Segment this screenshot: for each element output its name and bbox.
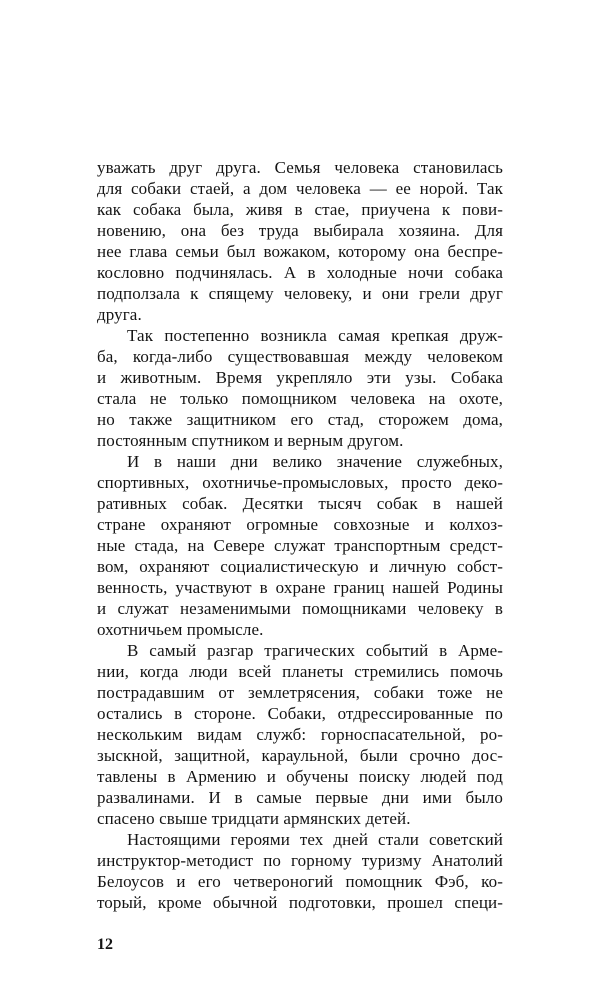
text-line: для собаки стаей, а дом человека — ее норой. Так: [97, 179, 503, 198]
text-line: как собака была, живя в стае, приучена к пови-: [97, 200, 503, 219]
text-line: спортивных, охотничье-промысловых, просто деко-: [97, 473, 503, 492]
page-number: 12: [97, 936, 113, 953]
text-line: подползала к спящему человеку, и они грели друг: [97, 284, 503, 303]
paragraph-start-line: И в наши дни велико значение служебных,: [127, 452, 503, 471]
text-line: и служат незаменимыми помощниками человеку в: [97, 599, 503, 618]
paragraph-start-line: В самый разгар трагических событий в Арме-: [127, 641, 503, 660]
text-line: спасено свыше тридцати армянских детей.: [97, 809, 411, 828]
text-line: вом, охраняют социалистическую и личную собст-: [97, 557, 503, 576]
text-line: развалинами. И в самые первые дни ими было: [97, 788, 503, 807]
text-line: новению, она без труда выбирала хозяина. Для: [97, 221, 503, 240]
paragraph-start-line: Настоящими героями тех дней стали советский: [127, 830, 503, 849]
text-line: нескольким видам служб: горноспасательной, ро-: [97, 725, 503, 744]
text-line: и животным. Время укрепляло эти узы. Собака: [97, 368, 503, 387]
text-line: стала не только помощником человека на охоте,: [97, 389, 503, 408]
text-line: нее глава семьи был вожаком, которому она беспре-: [97, 242, 503, 261]
text-line: остались в стороне. Собаки, отдрессированные по: [97, 704, 503, 723]
text-line: зыскной, защитной, караульной, были срочно дос-: [97, 746, 503, 765]
text-line: торый, кроме обычной подготовки, прошел специ-: [97, 893, 503, 912]
text-line: друга.: [97, 305, 142, 324]
text-line: ративных собак. Десятки тысяч собак в нашей: [97, 494, 503, 513]
text-line: кословно подчинялась. А в холодные ночи собака: [97, 263, 503, 282]
text-line: уважать друг друга. Семья человека становилась: [97, 158, 503, 177]
text-line: тавлены в Армению и обучены поиску людей под: [97, 767, 503, 786]
text-line: ные стада, на Севере служат транспортным средст-: [97, 536, 503, 555]
text-line: стране охраняют огромные совхозные и колхоз-: [97, 515, 503, 534]
text-line: но также защитником его стад, сторожем дома,: [97, 410, 503, 429]
text-line: охотничьем промысле.: [97, 620, 264, 639]
text-line: ба, когда-либо существовавшая между человеком: [97, 347, 503, 366]
text-line: инструктор-методист по горному туризму Анатолий: [97, 851, 503, 870]
paragraph-start-line: Так постепенно возникла самая крепкая друж-: [127, 326, 503, 345]
text-line: венность, участвуют в охране границ нашей Родины: [97, 578, 503, 597]
text-line: пострадавшим от землетрясения, собаки тоже не: [97, 683, 503, 702]
text-line: Белоусов и его четвероногий помощник Фэб, ко-: [97, 872, 503, 891]
text-line: постоянным спутником и верным другом.: [97, 431, 404, 450]
text-line: нии, когда люди всей планеты стремились помочь: [97, 662, 503, 681]
